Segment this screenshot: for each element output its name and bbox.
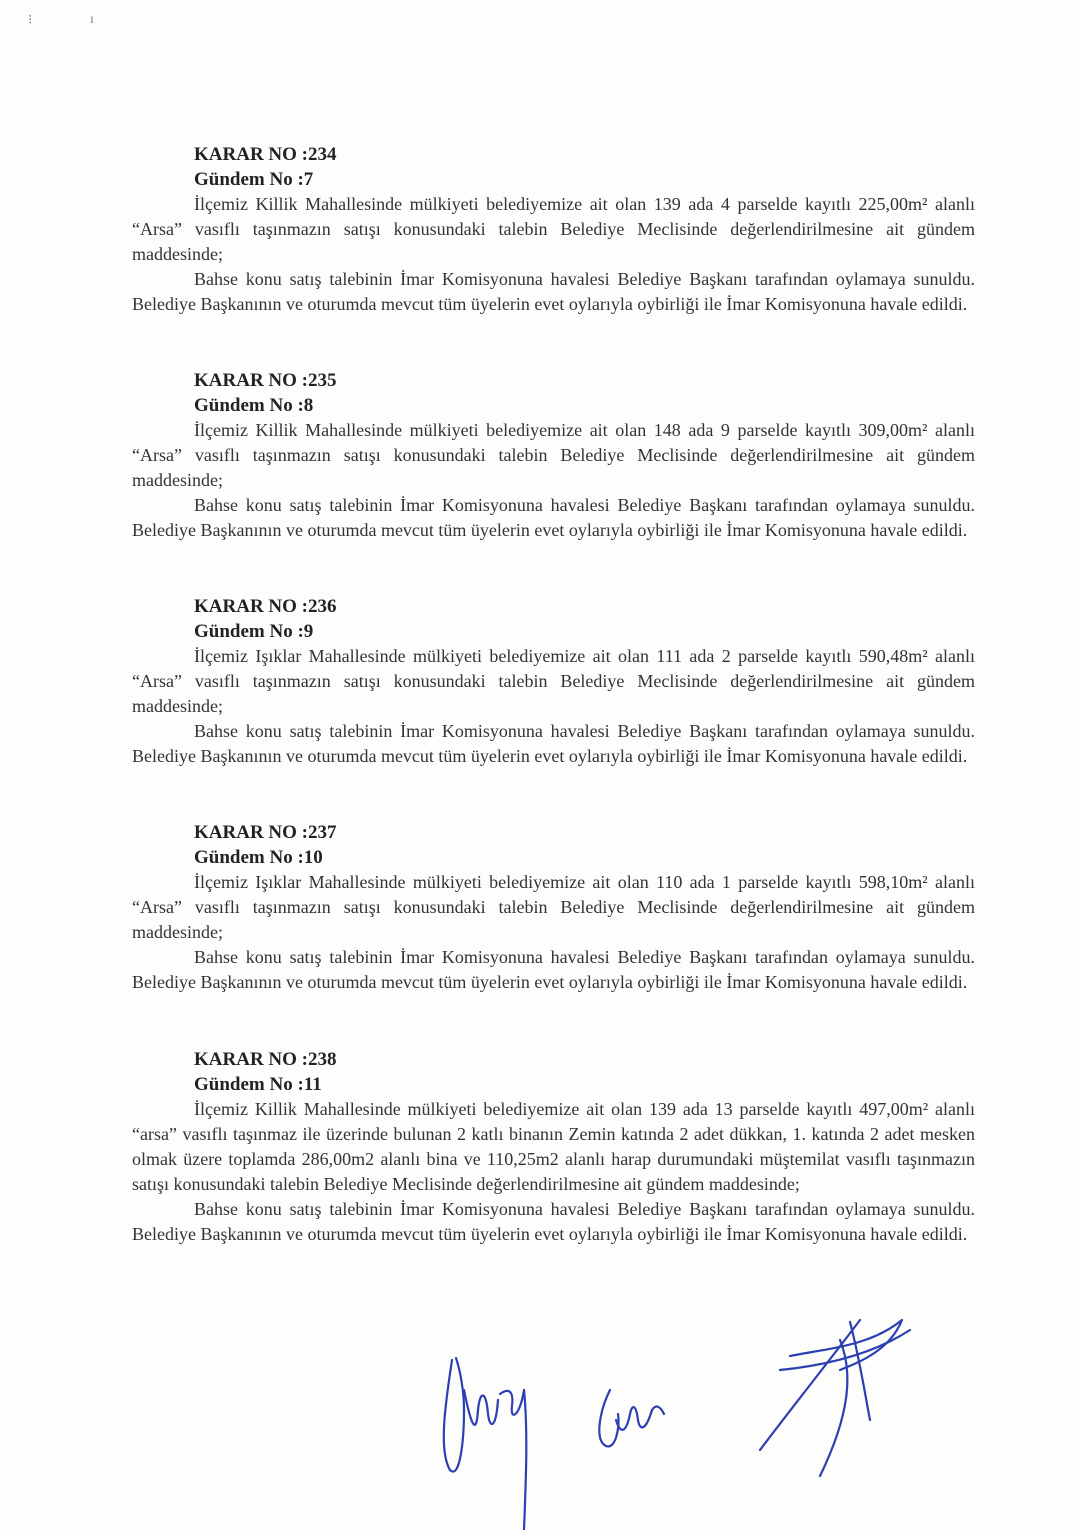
decision-result: Bahse konu satış talebinin İmar Komisyonuna havalesi Belediye Başkanı tarafından oylamaya sunuldu. Belediye Başkanının ve oturumda mevcut tüm üyelerin evet oylarıyla oybirliği ile İmar Komisyonuna havale edildi.: [132, 1199, 975, 1244]
gundem-no: Gündem No :11: [194, 1074, 322, 1095]
decision-238: [132, 1047, 975, 1247]
decision-235: [132, 368, 975, 543]
decision-234: [132, 142, 975, 317]
gundem-no: Gündem No :8: [194, 395, 314, 416]
karar-no: KARAR NO :236: [194, 596, 337, 617]
karar-no: KARAR NO :235: [194, 370, 337, 391]
gundem-no: Gündem No :7: [194, 169, 314, 190]
decision-body: İlçemiz Işıklar Mahallesinde mülkiyeti belediyemize ait olan 111 ada 2 parselde kayıtlı 590,48m² alanlı “Arsa” vasıflı taşınmazın satışı konusundaki talebin Belediye Meclisinde değerlendirilmesine ait gündem maddesinde;: [132, 646, 975, 716]
decision-result: Bahse konu satış talebinin İmar Komisyonuna havalesi Belediye Başkanı tarafından oylamaya sunuldu. Belediye Başkanının ve oturumda mevcut tüm üyelerin evet oylarıyla oybirliği ile İmar Komisyonuna havale edildi.: [132, 495, 975, 540]
decision-body: İlçemiz Işıklar Mahallesinde mülkiyeti belediyemize ait olan 110 ada 1 parselde kayıtlı 598,10m² alanlı “Arsa” vasıflı taşınmazın satışı konusundaki talebin Belediye Meclisinde değerlendirilmesine ait gündem maddesinde;: [132, 872, 975, 942]
karar-no: KARAR NO :237: [194, 822, 337, 843]
signature-right: [740, 1300, 930, 1490]
decision-result: Bahse konu satış talebinin İmar Komisyonuna havalesi Belediye Başkanı tarafından oylamaya sunuldu. Belediye Başkanının ve oturumda mevcut tüm üyelerin evet oylarıyla oybirliği ile İmar Komisyonuna havale edildi.: [132, 269, 975, 314]
scan-artifact: ⁝: [28, 13, 33, 28]
decision-result: Bahse konu satış talebinin İmar Komisyonuna havalesi Belediye Başkanı tarafından oylamaya sunuldu. Belediye Başkanının ve oturumda mevcut tüm üyelerin evet oylarıyla oybirliği ile İmar Komisyonuna havale edildi.: [132, 721, 975, 766]
decision-body: İlçemiz Killik Mahallesinde mülkiyeti belediyemize ait olan 139 ada 13 parselde kayıtlı 497,00m² alanlı “arsa” vasıflı taşınmaz ile üzerinde bulunan 2 katlı binanın Zemin katında 2 adet dükkan, 1. katında 2 adet mesken olmak üzere toplamda 286,00m2 alanlı bina ve 110,25m2 alanlı harap durumundaki müştemilat vasıflı taşınmazın satışı konusundaki talebin Belediye Meclisinde değerlendirilmesine ait gündem maddesinde;: [132, 1099, 975, 1194]
decision-result: Bahse konu satış talebinin İmar Komisyonuna havalesi Belediye Başkanı tarafından oylamaya sunuldu. Belediye Başkanının ve oturumda mevcut tüm üyelerin evet oylarıyla oybirliği ile İmar Komisyonuna havale edildi.: [132, 947, 975, 992]
gundem-no: Gündem No :10: [194, 847, 323, 868]
gundem-no: Gündem No :9: [194, 621, 314, 642]
decision-body: İlçemiz Killik Mahallesinde mülkiyeti belediyemize ait olan 148 ada 9 parselde kayıtlı 309,00m² alanlı “Arsa” vasıflı taşınmazın satışı konusundaki talebin Belediye Meclisinde değerlendirilmesine ait gündem maddesinde;: [132, 420, 975, 490]
scan-artifact: ı: [90, 12, 94, 27]
decision-237: [132, 820, 975, 995]
decision-236: [132, 594, 975, 769]
signature-left: [420, 1330, 700, 1530]
decision-body: İlçemiz Killik Mahallesinde mülkiyeti belediyemize ait olan 139 ada 4 parselde kayıtlı 225,00m² alanlı “Arsa” vasıflı taşınmazın satışı konusundaki talebin Belediye Meclisinde değerlendirilmesine ait gündem maddesinde;: [132, 194, 975, 264]
karar-no: KARAR NO :234: [194, 144, 337, 165]
karar-no: KARAR NO :238: [194, 1049, 337, 1070]
